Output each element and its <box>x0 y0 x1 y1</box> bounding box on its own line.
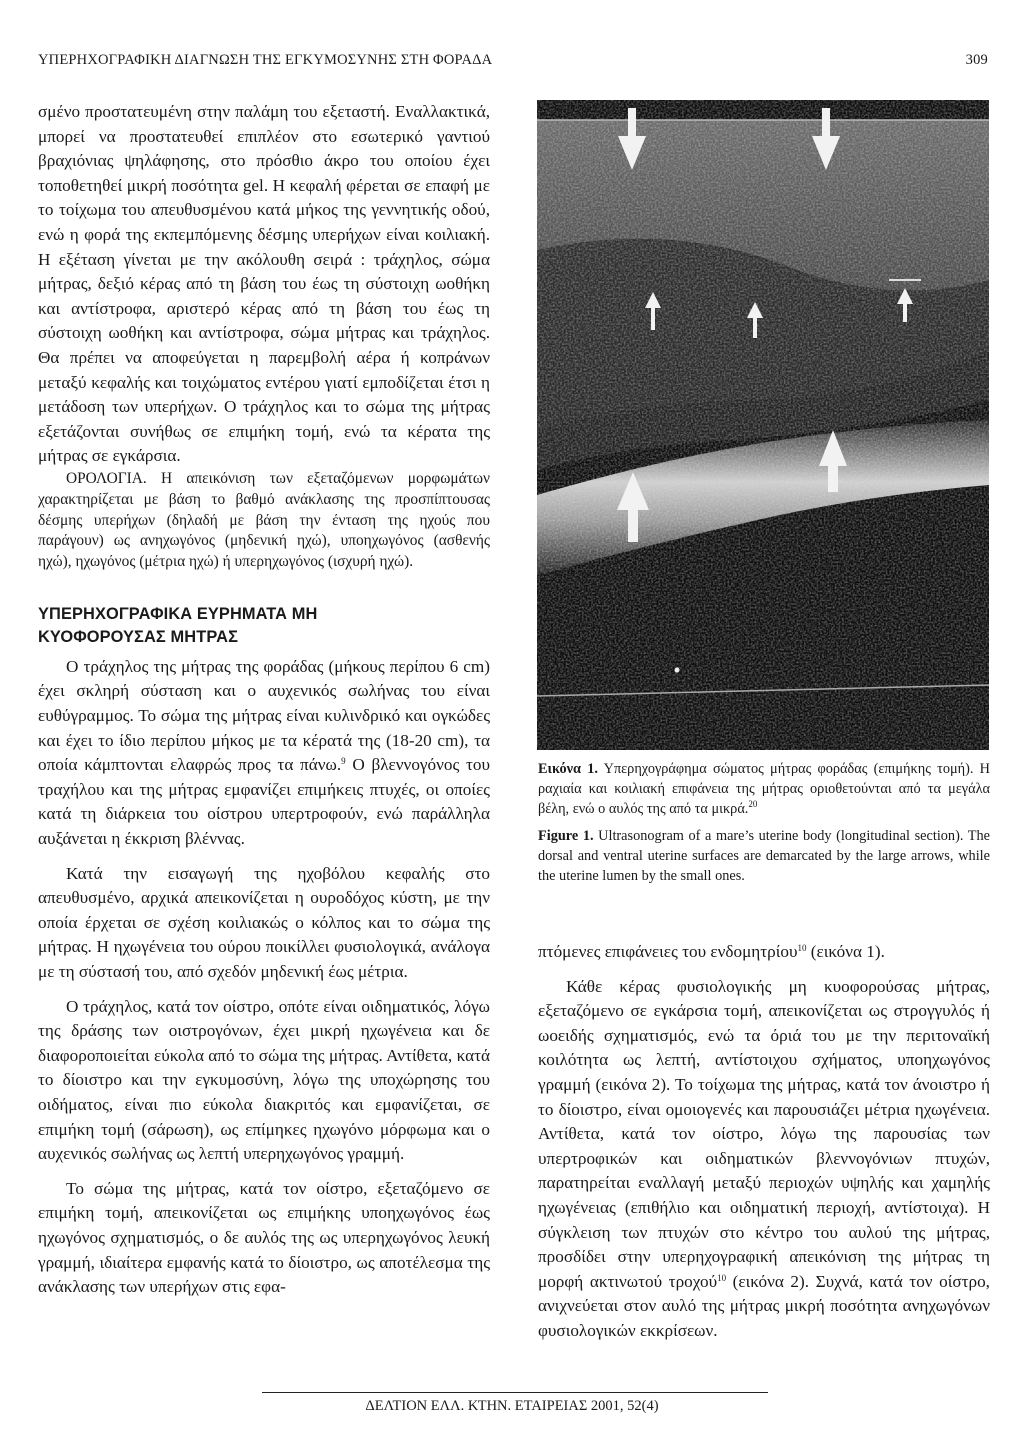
left-paragraph-5: Το σώμα της μήτρας, κατά τον οίστρο, εξεταζόμενο σε επιμήκη τομή, απεικονίζεται ως επιμήκης υποηχωγόνος έως ηχωγόνος σχηματισμός, ο δε αυλός της ως υπερηχωγόνος λευκή γραμμή, ιδιαίτερα εμφανής κατά το δίοιστρο, ως αποτέλεσμα της ανάκλασης των υπερήχων στις εφα- <box>38 1178 490 1297</box>
right-column <box>538 940 990 1344</box>
left-paragraph-2-a: Ο τράχηλος της μήτρας της φοράδας (μήκους περίπου 6 cm) έχει σκληρή σύσταση και ο αυχενικός σωλήνας του είναι ευθύγραμμος. Το σώμα της μήτρας είναι κυλινδρικό και ογκώδες και έχει το ίδιο περίπου μήκος με τα κέρατά της (18-20 cm), τα οποία κάμπτονται ελαφρώς προς τα πάνω. <box>38 656 490 775</box>
right-paragraph-2 <box>538 975 990 1344</box>
caption-en-label: Figure 1. <box>538 828 594 844</box>
left-paragraph-2-b: Ο βλεννογόνος του τραχήλου και της μήτρας εμφανίζει επιμήκεις πτυχές, οι οποίες κατά τη διάρκεια του οίστρου υπερτροφούν, ενώ παράλληλα αυξάνεται η έκκριση βλέννας. <box>38 755 491 849</box>
section-heading <box>38 603 490 649</box>
caption-gr-text: Υπερηχογράφημα σώματος μήτρας φοράδας (επιμήκης τομή). Η ραχιαία και κοιλιακή επιφάνεια της μήτρας οριοθετούνται από τα μεγάλα βέλη, ενώ ο αυλός της από τα μικρά. <box>538 761 990 817</box>
citation-ref-10b: 10 <box>717 1272 727 1283</box>
right-paragraph-1 <box>538 940 990 965</box>
left-paragraph-2 <box>38 655 490 852</box>
left-paragraph-4: Ο τράχηλος, κατά τον οίστρο, οπότε είναι οιδηματικός, λόγω της δράσης των οιστρογόνων, έχει μικρή ηχωγένεια και δε διαφοροποιείται εύκολα από το σώμα της μήτρας. Αντίθετα, κατά το δίοιστρο και την εγκυμοσύνη, λόγω της υποχώρησης του οιδήματος, είναι πιο εύκολα διακριτός και εμφανίζεται, σε επιμήκη τομή (σάρωση), ως επίμηκες ηχωγόνο μόρφωμα και ο αυχενικός σωλήνας ως λεπτή υπερηχωγόνος γραμμή. <box>38 996 490 1164</box>
citation-ref-9: 9 <box>341 756 346 767</box>
section-heading-line-2: ΚΥΟΦΟΡΟΥΣΑΣ ΜΗΤΡΑΣ <box>38 627 239 646</box>
footer-journal: ΔΕΛΤΙΟΝ ΕΛΛ. ΚΤΗΝ. ΕΤΑΙΡΕΙΑΣ 2001, 52(4) <box>365 1398 659 1414</box>
page-number: 309 <box>965 52 988 68</box>
right-paragraph-1-b: (εικόνα 1). <box>806 942 885 961</box>
caption-gr-ref: 20 <box>748 799 758 809</box>
caption-en-text: Ultrasonogram of a mare’s uterine body (longitudinal section). The dorsal and ventral uterine surfaces are demarcated by the large arrows, while the uterine lumen by the small ones. <box>538 828 990 884</box>
left-paragraph-3: Κατά την εισαγωγή της ηχοβόλου κεφαλής στο απευθυσμένο, αρχικά απεικονίζεται η ουροδόχος κύστη, με την οποία έρχεται σε σχέση κοιλιακώς ο κόλπος και το σώμα της μήτρας. Η ηχωγένεια του ούρου ποικίλλει φυσιολογικά, ανάλογα με τη σύστασή του, από σχεδόν μηδενική έως μέτρια. <box>38 863 490 982</box>
right-paragraph-2-a: Κάθε κέρας φυσιολογικής μη κυοφορούσας μήτρας, εξεταζόμενο σε εγκάρσια τομή, απεικονίζεται ως στρογγυλός ή ωοειδής σχηματισμός, ενώ τα όριά του με την περιτοναϊκή κοιλότητα ως λεπτή, αντίστοιχου σχήματος, υποηχωγόνος γραμμή (εικόνα 2). Το τοίχωμα της μήτρας, κατά τον άνοιστρο ή το δίοιστρο, είναι ομοιογενές και παρουσιάζει μέτρια ηχωγένεια. Αντίθετα, κατά τον οίστρο, λόγω της παρουσίας των υπερτροφικών και οιδηματικών βλεννογόνιων πτυχών, παρατηρείται εναλλαγή μεταξύ περιοχών υψηλής και χαμηλής ηχωγένειας (επιθήλιο και οιδηματική περιοχή, αντίστοιχα). Η σύγκλειση των πτυχών στο κέντρο του αυλού της μήτρας, προσδίδει στην υπερηχογραφική απεικόνιση της μήτρας τη μορφή ακτινωτού τροχού <box>538 976 990 1291</box>
ultrasound-image <box>537 100 989 750</box>
section-heading-line-1: ΥΠΕΡΗΧΟΓΡΑΦΙΚΑ ΕΥΡΗΜΑΤΑ ΜΗ <box>38 604 318 623</box>
running-title: ΥΠΕΡΗΧΟΓΡΑΦΙΚΗ ΔΙΑΓΝΩΣΗ ΤΗΣ ΕΓΚΥΜΟΣΥΝΗΣ ΣΤΗ ΦΟΡΑΔΑ <box>38 52 493 68</box>
citation-ref-10a: 10 <box>797 943 807 953</box>
left-paragraph-1: σμένο προστατευμένη στην παλάμη του εξεταστή. Εναλλακτικά, μπορεί να προστατευθεί επιπλέον στο εσωτερικό γαντιού βραχιόνιας ψηλάφησης, στο πρόσθιο άκρο του οποίου έχει τοποθετηθεί μικρή ποσότητα gel. Η κεφαλή φέρεται σε επαφή με το τοίχωμα του απευθυσμένου κατά μήκος της γεννητικής οδού, ενώ η φορά της εκπεμπόμενης δέσμης υπερήχων είναι κοιλιακή. Η εξέταση γίνεται με την ακόλουθη σειρά : τράχηλος, σώμα μήτρας, δεξιό κέρας από τη βάση του έως τη σύστοιχη ωοθήκη και αντίστροφα, αριστερό κέρας από τη βάση του έως τη σύστοιχη ωοθήκη και αντίστροφα, σώμα μήτρας και τράχηλος. Θα πρέπει να αποφεύγεται η παρεμβολή αέρα ή κοπράνων μεταξύ κεφαλής και τοιχώματος εντέρου γιατί εμποδίζεται έτσι η μετάδοση των υπερήχων. Ο τράχηλος και το σώμα της μήτρας εξετάζονται συνήθως σε επιμήκη τομή, ενώ τα κέρατα της μήτρας σε εγκάρσια. <box>38 102 490 466</box>
figure-caption-english <box>538 826 990 886</box>
figure-ultrasonogram <box>537 100 989 750</box>
terminology-paragraph: ΟΡΟΛΟΓΙΑ. Η απεικόνιση των εξεταζόμενων μορφωμάτων χαρακτηρίζεται με βάση το βαθμό ανάκλασης της προσπίπτουσας δέσμης υπερήχων (δηλαδή με βάση την ένταση της ηχούς που παράγουν) ως ανηχωγόνος (μηδενική ηχώ), υποηχωγόνος (ασθενής ηχώ), ηχωγόνος (μέτρια ηχώ) ή υπερηχωγόνος (ισχυρή ηχώ). <box>38 469 490 571</box>
figure-caption-greek <box>538 759 990 819</box>
right-paragraph-1-a: πτόμενες επιφάνειες του ενδομητρίου <box>538 942 798 961</box>
left-column <box>38 100 490 1300</box>
right-paragraph-2-b: (εικόνα 2). Συχνά, κατά τον οίστρο, ανιχνεύεται στον αυλό της μήτρας μικρή ποσότητα ανηχωγόνων φυσιολογικών εκκρίσεων. <box>538 1271 990 1340</box>
footer-rule <box>262 1392 768 1393</box>
caption-gr-label: Εικόνα 1. <box>538 761 598 777</box>
